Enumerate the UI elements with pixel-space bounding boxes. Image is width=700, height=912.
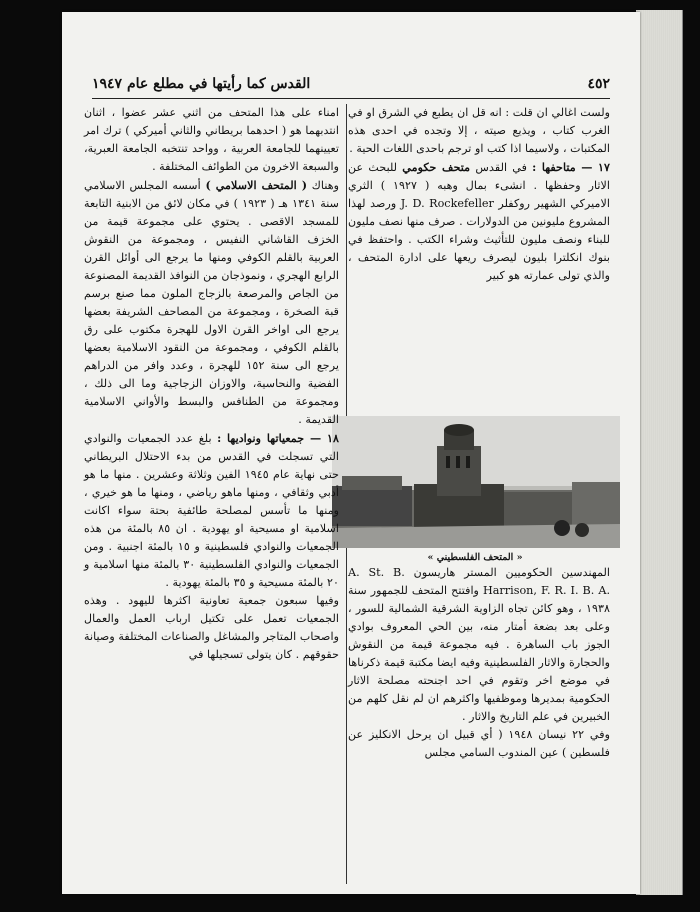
museum-photo-drawing [332,416,620,548]
right-column-lower [348,564,610,762]
museum-photo [332,416,620,548]
paragraph-societies [84,429,339,592]
right-column [348,104,610,285]
header-rule [92,98,610,99]
text-run: ورصد لهذا المشروع مليونين من الدولارات . صرف منها نصف مليون للبناء ونصف مليون للتأثيث وشراء الكتب . واحتفظ في بنوك انكلترا بليون ليصرف ريعها على ادارة المتحف ، والذي تولى عمارته هو كبير [348,197,610,282]
latin-name: J. D. Rockefeller [400,197,494,210]
latin-name: A. St. B. Harrison, F. R. I. B. A. [348,566,610,597]
bold-term: ( المتحف الاسلامي ) [205,178,308,192]
text-run: بلغ عدد الجمعيات والنوادي التي تسجلت في القدس من بدء الاحتلال البريطاني حتى نهاية عام ١٩٤٥ الفين وثلاثة وعشرين . منها ما هو أدبي وثقافي ، ومنها ماهو رياضي ، ومنها ما هو خيري ، ومنها ما تأسس لمصلحة طائفية بحتة سواء اكانت اسلامية او مسيحية او يهودية . ان ٨٥ بالمئة من هذه الجمعيات والنوادي فلسطينية و ١٥ بالمئة اجنبية . ومن الجمعيات والنوادي الفلسطينية ٣٠ بالمئة منها اسلامية و ٢٠ بالمئة مسيحية و ٣٥ بالمئة يهودية . [84,432,339,589]
page-number: ٤٥٢ [587,76,610,92]
paragraph [348,564,610,726]
paragraph: وفي ٢٢ نيسان ١٩٤٨ ( أي قبيل ان يرحل الانكليز عن فلسطين ) عين المندوب السامي مجلس [348,728,610,759]
paragraph: وفيها سبعون جمعية تعاونية اكثرها لليهود . وهذه الجمعيات تعمل على تكتيل ارباب العمل والعمال واصحاب المتاجر والمشاغل والصناعات المختلفة وصيانة حقوقهم . كان يتولى تسجيلها في [84,594,339,661]
section-heading: ١٧ — متاحفها : [532,160,611,174]
running-head [92,72,610,96]
paragraph-islamic-museum [84,176,339,429]
text-run: المهندسين الحكوميين المستر هاريسون [413,566,610,579]
paragraph-museums [348,158,610,285]
text-run: في القدس [475,161,527,174]
bold-term: متحف حكومي [402,160,471,174]
text-run: وافتتح المتحف للجمهور سنة ١٩٣٨ ، وهو كائن تجاه الزاوية الشرقية الشمالية للسور ، وعلى بعد بضعة أمتار منه، بين الحي المعروف بوادي الجوز باب الساهرة . فيه مجموعة قيمة من النقوش والحجارة والاثار الفلسطينية وفيه ايضا مكتبة قيمة ذكرناها في موضع اخر وتقوم في احد اجنحته مصلحة الاثار الحكومية بمديرها وموظفيها واكثرهم ان لم نقل كلهم من الخبيرين في علم التاريخ والاثار . [348,584,610,723]
paragraph: ولست اغالي ان قلت : انه قل ان يطبع في الشرق او في الغرب كتاب ، ويذيع صيته ، إلا وتجده في احدى هذه المكتبات ، ولاسيما اذا كتب او ترجم باحدى اللغات الحية . [348,106,610,155]
paragraph: امناء على هذا المتحف من اثني عشر عضوا ، اثنان انتدبهما هو ( احدهما بريطاني والثاني أميركي ) ترك امر تعيينهما للجامعة العربية ، وواحد تنتخبه الجامعة العبرية، والسبعة الاخرون من الطوائف المختلفة . [84,106,339,173]
book-page [62,12,640,894]
text-run: أسسه المجلس الاسلامي سنة ١٣٤١ هـ ( ١٩٢٣ ) في مكان لائق من الابنية التابعة للمسجد الاقصى . يحتوي على مجموعة قيمة من الخزف القاشاني النفيس ، ومجموعة من النقوش العربية بالقلم الكوفي ومنها ما يرجع الى أوائل القرن الرابع الهجري ، ونموذجان من النوافذ القديمة المصنوعة من الجاص والمرصعة بالزجاج الملون مما صنع برسم قبة الصخرة ، ومجموعة من المصاحف الشريفة بعضها يرجع الى اواخر القرن الاول للهجرة مكتوب على رق بالقلم الكوفي ، ومجموعة من النقود الاسلامية بعضها يرجع الى سنة ١٥٢ للهجرة ، وعدد وافر من الدراهم الفضية والنحاسية، والاوزان الزجاجية وما الى ذلك ، ومجموعة من الطنافس والبسط والأواني الاسلامية القديمة . [84,179,339,426]
text-run: وهناك [311,179,339,192]
left-column [84,104,339,664]
text-run: للبحث عن الاثار وحفظها . انشىء بمال وهبه ( ١٩٢٧ ) الثري الاميركي الشهير روكفلر [348,161,611,210]
section-heading: ١٨ — جمعياتها ونواديها : [217,431,339,445]
page-edge-stack [636,10,683,895]
photo-caption: « المتحف الفلسطيني » [427,552,523,563]
running-title: القدس كما رأيتها في مطلع عام ١٩٤٧ [92,76,311,92]
